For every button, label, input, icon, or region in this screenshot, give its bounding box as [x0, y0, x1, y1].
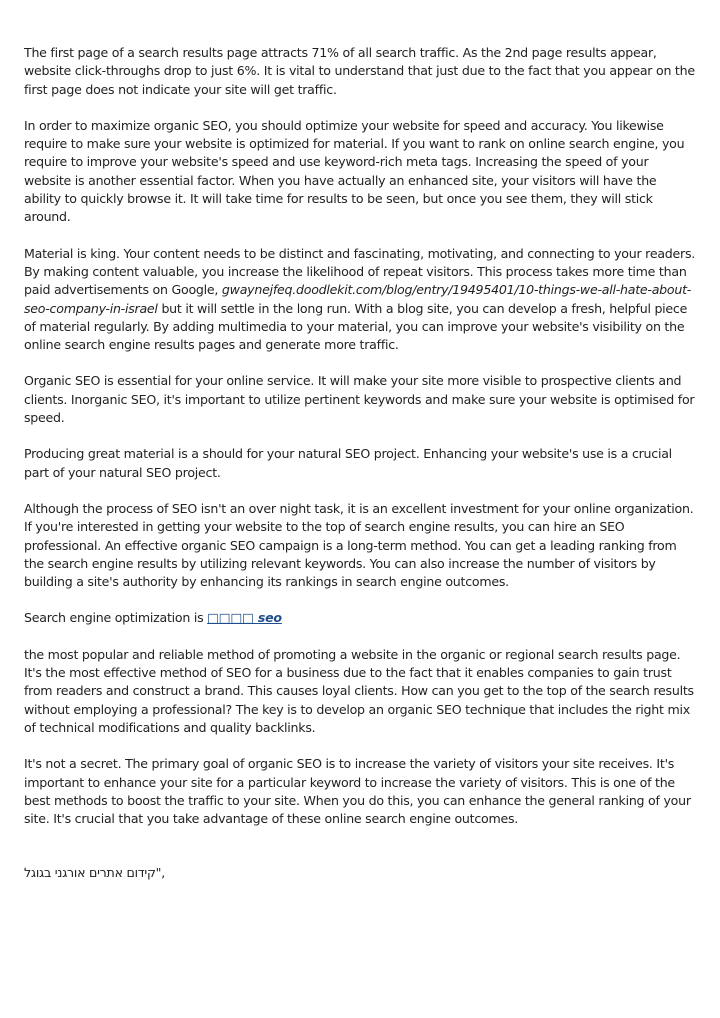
final-rtl-line: קידום אתרים אורגני בגוגל", — [24, 865, 165, 881]
paragraph-2: In order to maximize organic SEO, you should optimize your website for speed and accuracy. You likewise require to make sure your website is optimized for material. If you want to rank on online search engine, you require to improve your website's speed and use keyword-rich meta tags. Increasing the speed of your website is another essential factor. When you have actually an enhanced site, your visitors will have the ability to quickly browse it. It will take time for results to be seen, but once you see them, they will stick around. — [24, 117, 685, 225]
link-line-prefix: Search engine optimization is — [24, 610, 208, 626]
paragraph-3 — [24, 245, 696, 355]
spacer — [24, 846, 696, 864]
paragraph-1: The first page of a search results page attracts 71% of all search traffic. As the 2nd page results appear, website click-throughs drop to just 6%. It is vital to understand that just due to the fact that you appear on the first page does not indicate your site will get traffic. — [24, 45, 695, 97]
paragraph-5: Producing great material is a should for your natural SEO project. Enhancing your website's use is a crucial part of your natural SEO project. — [24, 446, 672, 480]
paragraph-8: It's not a secret. The primary goal of organic SEO is to increase the variety of visitors your site receives. It's important to enhance your site for a particular keyword to increase the variety of visitors. This is one of the best methods to boost the traffic to your site. When you do this, you can enhance the general ranking of your site. It's crucial that you take advantage of these online search engine outcomes. — [24, 756, 691, 827]
paragraph-3-url: gwaynejfeq.doodlekit.com/blog/entry/19495401/10-things-we-all-hate-about-seo-company-in-israel — [24, 282, 692, 316]
link-line — [24, 609, 696, 627]
paragraph-3-text-before: Material is king. Your content needs to be distinct and fascinating, motivating, and connecting to your readers. By making content valuable, you increase the likelihood of repeat visitors. This process takes more time than paid advertisements on Google, — [24, 245, 696, 298]
seo-link[interactable]: □□□□ seo — [207, 610, 282, 626]
paragraph-6: Although the process of SEO isn't an over night task, it is an excellent investment for your online organization. If you're interested in getting your website to the top of search engine results, you can hire an SEO professional. An effective organic SEO campaign is a long-term method. You can get a leading ranking from the search engine results by utilizing relevant keywords. You can also increase the number of visitors by building a site's authority by enhancing its rankings in search engine outcomes. — [24, 500, 694, 590]
document-body — [24, 44, 696, 901]
paragraph-4: Organic SEO is essential for your online service. It will make your site more visible to prospective clients and clients. Inorganic SEO, it's important to utilize pertinent keywords and make sure your website is optimised for speed. — [24, 373, 695, 426]
paragraph-7: the most popular and reliable method of promoting a website in the organic or regional search results page. It's the most effective method of SEO for a business due to the fact that it enables companies to gain trust from readers and construct a brand. This causes loyal clients. How can you get to the top of the search results without employing a professional? The key is to develop an organic SEO technique that includes the right mix of technical modifications and quality backlinks. — [24, 646, 694, 735]
paragraph-3-text-after: but it will settle in the long run. With a blog site, you can develop a fresh, helpful piece of material regularly. By adding multimedia to your material, you can improve your website's visibility on the online search engine results pages and generate more traffic. — [24, 300, 688, 353]
